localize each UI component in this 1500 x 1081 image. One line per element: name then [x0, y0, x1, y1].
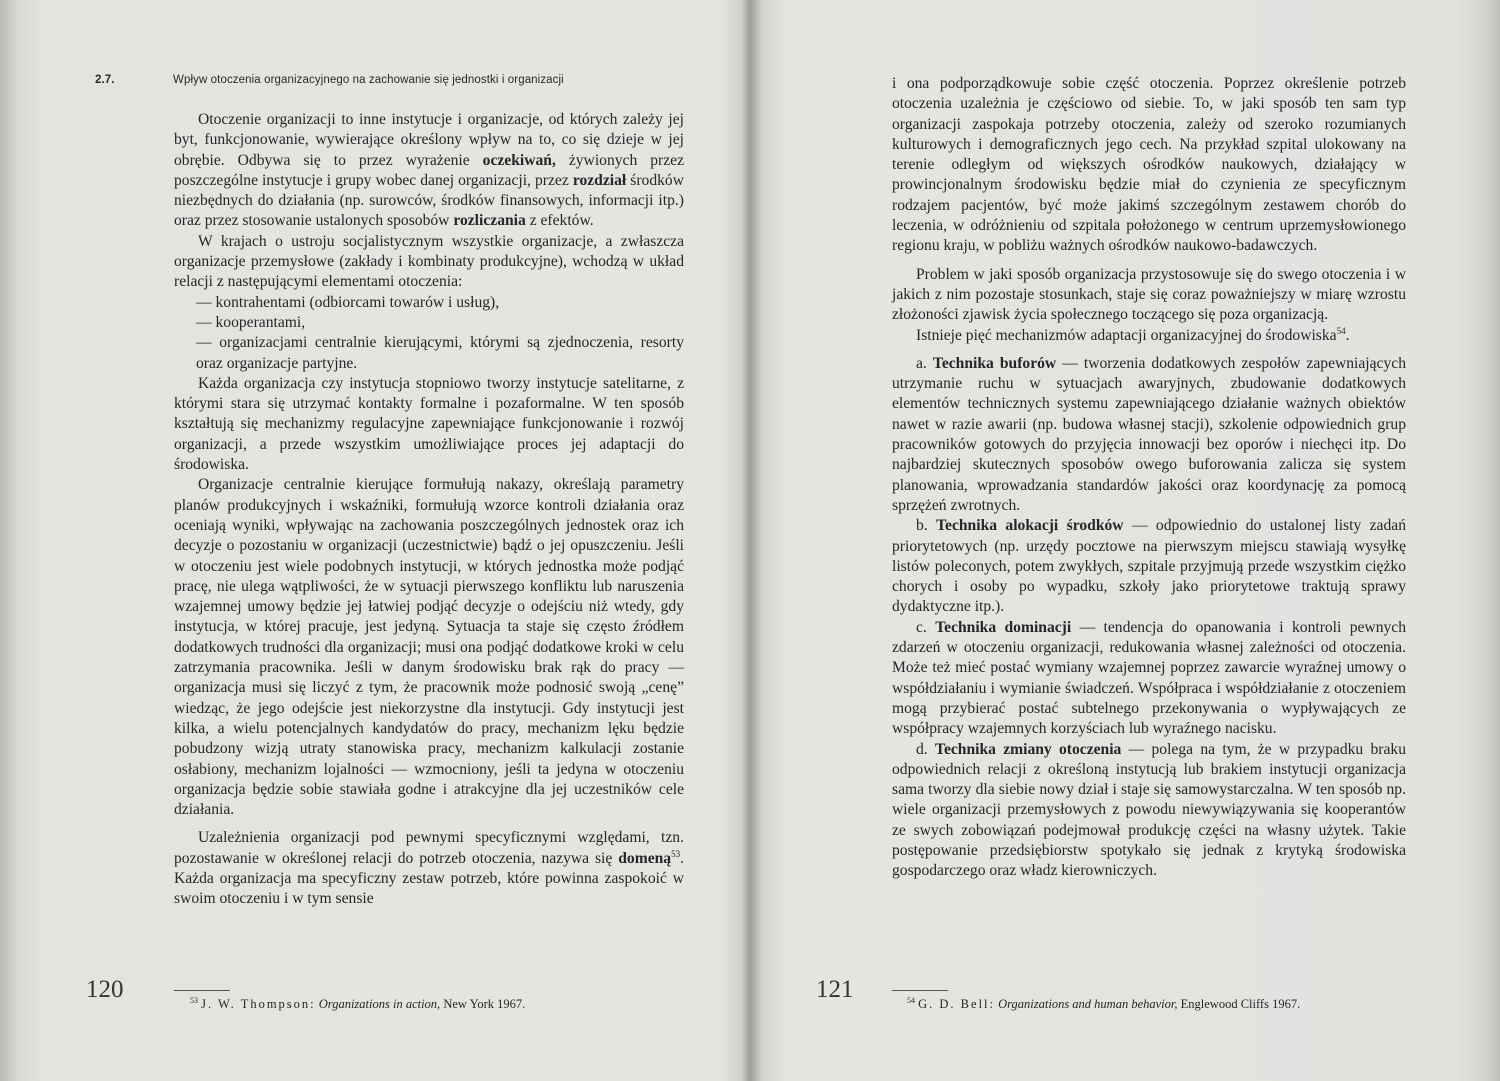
- text-run: — kooperantami,: [196, 313, 306, 331]
- emphasis: rozliczania: [453, 212, 526, 230]
- section-number: 2.7.: [95, 74, 115, 86]
- text-run: i ona podporządkowuje sobie część otoczenia. Poprzez określenie potrzeb otoczenia uzależnia je częściowo od siebie. To, w jaki sposób ten sam typ organizacji zaspokaja potrzeby otoczenia, zależy od szeroko rozumianych kulturowych i demograficznych jego cech. Na przykład szpital ulokowany na terenie odległym od większych ośrodków naukowych, działający w prowincjonalnym środowisku będzie miał do czynienia ze specyficznym rodzajem pacjentów, być może jakimś szczególnym zestawem chorób do leczenia, w odróżnieniu od szpitala położonego w centrum uprzemysłowionego regionu kraju, w pobliżu ważnych ośrodków naukowo-badawczych.: [892, 75, 1406, 255]
- text-run: — tendencja do opanowania i kontroli pewnych zdarzeń w otoczeniu organizacji, redukowania własnej zależności od otoczenia. Może też mieć postać wymiany wzajemnej poprzez zawarcie wyraźnej umowy o współdziałaniu i wymianie świadczeń. Współpraca i współdziałanie z otoczeniem mogą przybierać postać subtelnego przekonywania o wypływających ze współpracy wzajemnych korzyściach lub wyraźnego nacisku.: [892, 618, 1406, 738]
- emphasis: oczekiwań,: [482, 151, 556, 169]
- right-page: [752, 0, 1500, 1081]
- text-run: a.: [916, 354, 933, 372]
- text-run: W krajach o ustroju socjalistycznym wszystkie organizacje, a zwłaszcza organizacje przemysłowe (zakłady i kombinaty produkcyjne), wchodzą w układ relacji z następującymi elementami otoczenia:: [174, 232, 684, 291]
- text-run: — polega na tym, że w przypadku braku odpowiednich relacji z określoną instytucją lub brakiem instytucji organizacja sama tworzy dla siebie nowy dział i staje się samowystarczalna. W ten sposób np. wiele organizacji przemysłowych z powodu niewywiązywania się kooperantów ze swych zobowiązań podejmował produkcję części na własny użytek. Takie postępowanie przedsiębiorstw spotykało się jednak z krytyką środowiska gospodarczego oraz władz kierowniczych.: [892, 740, 1406, 880]
- text-run: Problem w jaki sposób organizacja przystosowuje się do swego otoczenia i w jakich z nim pozostaje stosunkach, staje się coraz poważniejszy w miarę wzrostu złożoności zjawisk życia społecznego toczącego się poza organizacją.: [892, 265, 1406, 324]
- paragraph: [174, 232, 684, 293]
- footnote-54: [907, 996, 1300, 1012]
- paragraph: [174, 110, 684, 232]
- paragraph: [892, 265, 1406, 326]
- list-item: [174, 313, 684, 333]
- footnote-author: G. D. Bell:: [918, 997, 995, 1012]
- section-title: Wpływ otoczenia organizacyjnego na zachowanie się jednostki i organizacji: [173, 74, 564, 86]
- emphasis: Technika alokacji środków: [936, 517, 1124, 535]
- text-run: żywionych przez poszczególne instytucje i grupy wobec danej organizacji, przez: [174, 151, 684, 189]
- list-item: [174, 333, 684, 374]
- paragraph: [892, 74, 1406, 257]
- right-body-text: [892, 74, 1406, 882]
- page-number: 121: [816, 976, 854, 1003]
- text-run: — kontrahentami (odbiorcami towarów i usług),: [196, 293, 500, 311]
- text-run: b.: [916, 517, 937, 535]
- footnote-ref: 54: [1336, 325, 1346, 336]
- footnote-rest: New York 1967.: [443, 997, 526, 1012]
- emphasis: Technika buforów: [932, 354, 1057, 372]
- footnote-rule: [174, 990, 230, 991]
- footnote-ref: 53: [671, 848, 681, 859]
- text-run: .: [1345, 326, 1350, 344]
- paragraph: [892, 740, 1406, 882]
- text-run: Każda organizacja czy instytucja stopniowo tworzy instytucje satelitarne, z którymi stara się utrzymać kontakty formalne i pozaformalne. W ten sposób kształtują się mechanizmy regulacyjne zapewniające funkcjonowanie i rozwój organizacji, a przede wszystkim umożliwiające proces jej adaptacji do środowiska.: [174, 374, 684, 474]
- footnote-title: Organizations and human behavior,: [998, 997, 1178, 1012]
- text-run: . Każda organizacja ma specyficzny zestaw potrzeb, które powinna zaspokoić w swoim otoczeniu i w tym sensie: [174, 849, 684, 908]
- paragraph: [174, 475, 684, 820]
- footnote-rest: Englewood Cliffs 1967.: [1180, 997, 1301, 1012]
- footnote-author: J. W. Thompson:: [201, 997, 316, 1012]
- paragraph: [892, 326, 1406, 346]
- text-run: Organizacje centralnie kierujące formułują nakazy, określają parametry planów produkcyjnych i wskaźniki, formułują wzorce kontroli działania oraz oceniają wyniki, wpływając na zachowania poszczególnych jednostek oraz ich decyzje o pozostaniu w organizacji (uczestnictwie) bądź o jej opuszczeniu. Jeśli w otoczeniu jest wiele podobnych instytucji, w których jednostka może podjąć pracę, nie ulega wątpliwości, że w sytuacji pierwszego konfliktu lub naruszenia wzajemnej umowy będzie jej łatwiej podjąć decyzje o odejściu niż wtedy, gdy instytucja, w której pracuje, jest jedyną. Sytuacja ta staje się często źródłem dodatkowych trudności dla organizacji; musi ona podjąć dodatkowe kroki w celu zatrzymania pracownika. Jeśli w danym środowisku brak rąk do pracy — organizacja musi się liczyć z tym, że pracownik może podnosić swoją „cenę” wiedząc, że jego odejście jest niekorzystne dla instytucji. Gdy instytucji jest kilka, a wielu potencjalnych kandydatów do pracy, mechanizm lęku będzie pobudzony wizją utraty stanowiska pracy, mechanizm kalkulacji zostanie osłabiony, mechanizm lojalności — wzmocniony, jeśli ta jedyna w otoczeniu organizacja będzie sobie stawiała godne i atrakcyjne dla jej uczestników cele działania.: [174, 476, 684, 819]
- footnote-rule: [892, 990, 948, 991]
- footnote-mark: 54: [907, 996, 915, 1005]
- paragraph: [174, 374, 684, 475]
- text-run: — tworzenia dodatkowych zespołów zapewniających utrzymanie ruchu w sytuacjach awaryjnych, zbudowanie dodatkowych elementów technicznych systemu zapewniającego działanie ważnych obiektów nawet w razie awarii (np. budowa własnej stacji), szkolenie odpowiednich grup pracowników gotowych do przyjęcia innowacji bez oporów i niechęci itp. Do najbardziej skutecznych sposobów owego buforowania zalicza się system planowania, wprowadzania standardów jakości oraz koordynację za pomocą sprzężeń zwrotnych.: [892, 354, 1406, 514]
- text-run: Istnieje pięć mechanizmów adaptacji organizacyjnej do środowiska: [916, 326, 1337, 344]
- emphasis: Technika dominacji: [935, 618, 1072, 636]
- text-run: Otoczenie organizacji to inne instytucje i organizacje, od których zależy jej byt, funkcjonowanie, wywierające określony wpływ na to, co się dzieje w jej obrębie. Odbywa się to przez wyrażenie: [174, 111, 684, 169]
- paragraph: [174, 828, 684, 909]
- emphasis: Technika zmiany otoczenia: [934, 740, 1122, 758]
- page-number: 120: [86, 976, 124, 1003]
- paragraph: [892, 516, 1406, 617]
- text-run: — odpowiednio do ustalonej listy zadań priorytetowych (np. urzędy pocztowe na pierwszym miejscu stawiają wysyłkę listów poleconych, potem zwykłych, szpitale przyjmują przede wszystkim ciężko chorych i osoby po wypadku, szkoły jako priorytetowe traktują sprawy dydaktyczne itp.).: [892, 517, 1406, 616]
- left-body-text: [174, 110, 684, 910]
- list-item: [174, 293, 684, 313]
- running-head: [95, 74, 695, 86]
- emphasis: domeną: [618, 849, 672, 867]
- footnote-53: [190, 996, 525, 1012]
- paragraph: [892, 354, 1406, 516]
- footnote-mark: 53: [190, 996, 198, 1005]
- text-run: środków niezbędnych do działania (np. surowców, środków finansowych, informacji itp.) oraz przez stosowanie ustalonych sposobów: [174, 171, 684, 230]
- paragraph: [892, 618, 1406, 740]
- footnote-title: Organizations in action,: [318, 997, 441, 1012]
- text-run: c.: [916, 618, 936, 636]
- text-run: Uzależnienia organizacji pod pewnymi specyficznymi względami, tzn. pozostawanie w określonej relacji do potrzeb otoczenia, nazywa się: [174, 829, 684, 867]
- text-run: z efektów.: [525, 212, 594, 230]
- emphasis: rozdział: [572, 171, 627, 189]
- text-run: d.: [916, 740, 935, 758]
- text-run: — organizacjami centralnie kierującymi, którymi są zjednoczenia, resorty oraz organizacje partyjne.: [196, 334, 684, 372]
